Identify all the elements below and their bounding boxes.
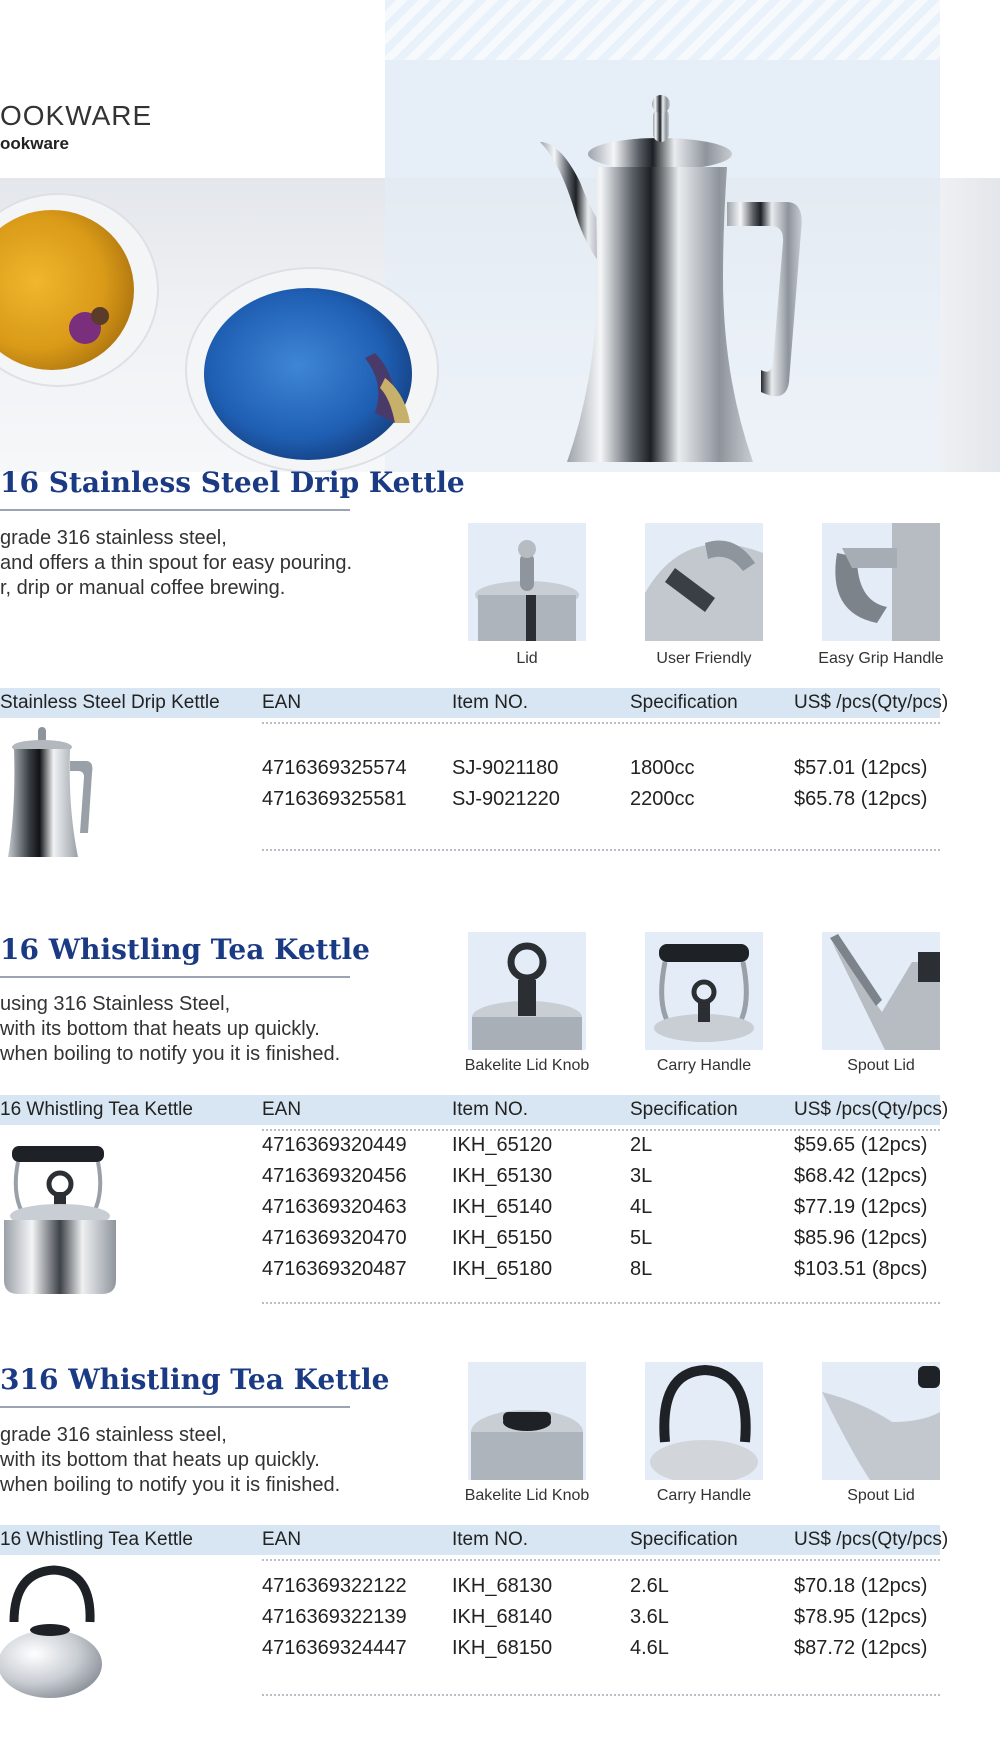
section-title: 16 Stainless Steel Drip Kettle <box>0 466 465 499</box>
feature-caption: Spout Lid <box>847 1487 915 1504</box>
spec-cell: 2L <box>630 1134 653 1156</box>
description-line: grade 316 stainless steel, <box>0 1424 227 1446</box>
item-no-cell: IKH_68140 <box>452 1606 553 1628</box>
spec-cell: 2200cc <box>630 788 695 810</box>
product-name-header: Stainless Steel Drip Kettle <box>0 692 220 713</box>
spec-cell: 1800cc <box>630 757 695 779</box>
item-no-cell: IKH_68150 <box>452 1637 553 1659</box>
ean-cell: 4716369320487 <box>262 1258 407 1280</box>
price-header: US$ /pcs(Qty/pcs) <box>794 692 949 713</box>
ean-cell: 4716369320456 <box>262 1165 407 1187</box>
description-line: using 316 Stainless Steel, <box>0 993 231 1015</box>
specification-header: Specification <box>630 1529 738 1550</box>
item-no-cell: IKH_65130 <box>452 1165 553 1187</box>
section-title: 316 Whistling Tea Kettle <box>0 1363 390 1396</box>
description-line: when boiling to notify you it is finished. <box>0 1043 341 1065</box>
price-cell: $103.51 (8pcs) <box>794 1258 928 1280</box>
ean-cell: 4716369320463 <box>262 1196 407 1218</box>
brand-subtitle: ookware <box>0 134 69 153</box>
item-no-header: Item NO. <box>452 1529 529 1550</box>
feature-caption: Easy Grip Handle <box>818 650 944 667</box>
description-line: when boiling to notify you it is finished. <box>0 1474 341 1496</box>
title-underline <box>0 976 350 978</box>
product-image-drip-kettle <box>0 725 100 865</box>
price-cell: $70.18 (12pcs) <box>794 1575 928 1597</box>
product-name-header: 16 Whistling Tea Kettle <box>0 1529 193 1550</box>
ean-cell: 4716369320449 <box>262 1134 407 1156</box>
spec-cell: 3L <box>630 1165 653 1187</box>
price-header: US$ /pcs(Qty/pcs) <box>794 1099 949 1120</box>
item-no-cell: IKH_68130 <box>452 1575 553 1597</box>
section-title: 16 Whistling Tea Kettle <box>0 933 370 966</box>
specification-header: Specification <box>630 692 738 713</box>
spec-cell: 5L <box>630 1227 653 1249</box>
feature-image-easy-grip-handle <box>822 523 940 641</box>
ean-cell: 4716369325581 <box>262 788 407 810</box>
brand-title: OOKWARE <box>0 100 153 131</box>
feature-caption: User Friendly <box>656 650 752 667</box>
product-image-round-whistling-kettle <box>0 1562 110 1702</box>
feature-caption: Carry Handle <box>656 1487 752 1504</box>
feature-caption: Lid <box>516 650 538 667</box>
tea-cups-image <box>0 178 460 472</box>
description-line: with its bottom that heats up quickly. <box>0 1449 320 1471</box>
description-line: and offers a thin spout for easy pouring. <box>0 552 353 574</box>
dotted-divider <box>262 1694 940 1696</box>
spec-cell: 8L <box>630 1258 653 1280</box>
price-cell: $85.96 (12pcs) <box>794 1227 928 1249</box>
item-no-cell: IKH_65120 <box>452 1134 553 1156</box>
feature-image-lid <box>468 523 586 641</box>
feature-image-spout-lid <box>822 932 940 1050</box>
item-no-cell: IKH_65150 <box>452 1227 553 1249</box>
dotted-divider <box>262 1302 940 1304</box>
item-no-header: Item NO. <box>452 692 529 713</box>
specification-header: Specification <box>630 1099 738 1120</box>
price-cell: $87.72 (12pcs) <box>794 1637 928 1659</box>
feature-image-bakelite-lid-knob <box>468 932 586 1050</box>
feature-caption: Carry Handle <box>656 1057 752 1074</box>
ean-cell: 4716369320470 <box>262 1227 407 1249</box>
hero-kettle-image <box>510 92 830 492</box>
price-cell: $59.65 (12pcs) <box>794 1134 928 1156</box>
price-cell: $65.78 (12pcs) <box>794 788 928 810</box>
hero-right-edge <box>940 178 1000 472</box>
ean-header: EAN <box>262 692 302 713</box>
description-line: with its bottom that heats up quickly. <box>0 1018 320 1040</box>
ean-cell: 4716369322139 <box>262 1606 407 1628</box>
price-cell: $68.42 (12pcs) <box>794 1165 928 1187</box>
price-cell: $78.95 (12pcs) <box>794 1606 928 1628</box>
feature-caption: Spout Lid <box>847 1057 915 1074</box>
feature-image-user-friendly <box>645 523 763 641</box>
ean-cell: 4716369324447 <box>262 1637 407 1659</box>
dotted-divider <box>262 1559 940 1561</box>
spec-cell: 4.6L <box>630 1637 669 1659</box>
product-image-whistling-kettle <box>0 1140 120 1300</box>
feature-image-spout-lid <box>822 1362 940 1480</box>
product-name-header: 16 Whistling Tea Kettle <box>0 1099 193 1120</box>
feature-image-carry-handle <box>645 932 763 1050</box>
item-no-header: Item NO. <box>452 1099 529 1120</box>
item-no-cell: SJ-9021180 <box>452 757 559 779</box>
price-cell: $57.01 (12pcs) <box>794 757 928 779</box>
spec-cell: 2.6L <box>630 1575 669 1597</box>
ean-header: EAN <box>262 1529 302 1550</box>
description-line: r, drip or manual coffee brewing. <box>0 577 286 599</box>
hero-stripe-pattern <box>385 0 940 62</box>
feature-image-carry-handle <box>645 1362 763 1480</box>
price-cell: $77.19 (12pcs) <box>794 1196 928 1218</box>
ean-cell: 4716369322122 <box>262 1575 407 1597</box>
price-header: US$ /pcs(Qty/pcs) <box>794 1529 949 1550</box>
item-no-cell: SJ-9021220 <box>452 788 560 810</box>
spec-cell: 3.6L <box>630 1606 669 1628</box>
item-no-cell: IKH_65180 <box>452 1258 553 1280</box>
title-underline <box>0 509 350 511</box>
dotted-divider <box>262 722 940 724</box>
ean-header: EAN <box>262 1099 302 1120</box>
dotted-divider <box>262 849 940 851</box>
item-no-cell: IKH_65140 <box>452 1196 553 1218</box>
feature-image-bakelite-lid-knob <box>468 1362 586 1480</box>
feature-caption: Bakelite Lid Knob <box>464 1057 590 1074</box>
ean-cell: 4716369325574 <box>262 757 407 779</box>
spec-cell: 4L <box>630 1196 653 1218</box>
feature-caption: Bakelite Lid Knob <box>464 1487 590 1504</box>
title-underline <box>0 1406 350 1408</box>
description-line: grade 316 stainless steel, <box>0 527 227 549</box>
